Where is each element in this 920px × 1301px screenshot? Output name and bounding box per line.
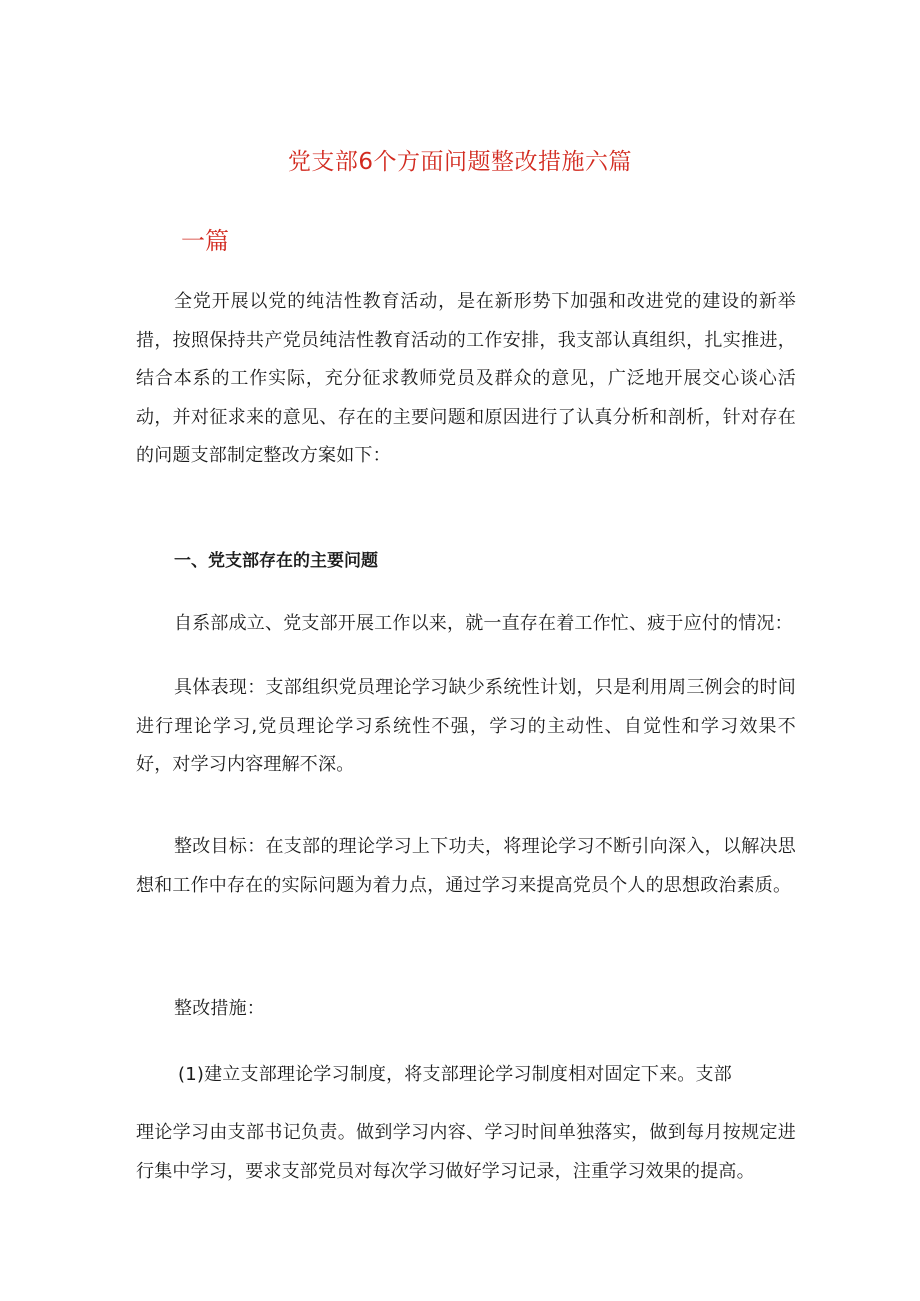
rectification-measures-label: 整改措施： xyxy=(174,998,265,1019)
intro-paragraph: 全党开展以党的纯洁性教育活动，是在新形势下加强和改进党的建设的新举措，按照保持共产党员纯洁性教育活动的工作安排，我支部认真组织，扎实推进，结合本系的工作实际，充分征求教师党员及群众的意见，广泛地开展交心谈心活动，并对征求来的意见、存在的主要问题和原因进行了认真分析和剖析，针对存在的问题支部制定整改方案如下： xyxy=(136,291,796,466)
measure-1-continuation: 理论学习由支部书记负责。做到学习内容、学习时间单独落实，做到每月按规定进行集中学习，要求支部党员对每次学习做好学习记录，注重学习效果的提高。 xyxy=(136,1122,796,1182)
document-title: 党支部6个方面问题整改措施六篇 xyxy=(287,149,633,175)
problem-statement: 自系部成立、党支部开展工作以来，就一直存在着工作忙、疲于应付的情况： xyxy=(174,613,793,634)
specific-performance-paragraph: 具体表现：支部组织党员理论学习缺少系统性计划，只是利用周三例会的时间进行理论学习,党员理论学习系统性不强，学习的主动性、自觉性和学习效果不好，对学习内容理解不深。 xyxy=(136,677,796,775)
section-heading-main-problems: 一、党支部存在的主要问题 xyxy=(174,551,378,571)
measure-1-first-line: (1)建立支部理论学习制度，将支部理论学习制度相对固定下来。支部 xyxy=(178,1064,732,1085)
section-label: 一篇 xyxy=(181,227,229,255)
rectification-goal-paragraph: 整改目标：在支部的理论学习上下功夫，将理论学习不断引向深入，以解决思想和工作中存在的实际问题为着力点，通过学习来提高党员个人的思想政治素质。 xyxy=(136,836,796,896)
